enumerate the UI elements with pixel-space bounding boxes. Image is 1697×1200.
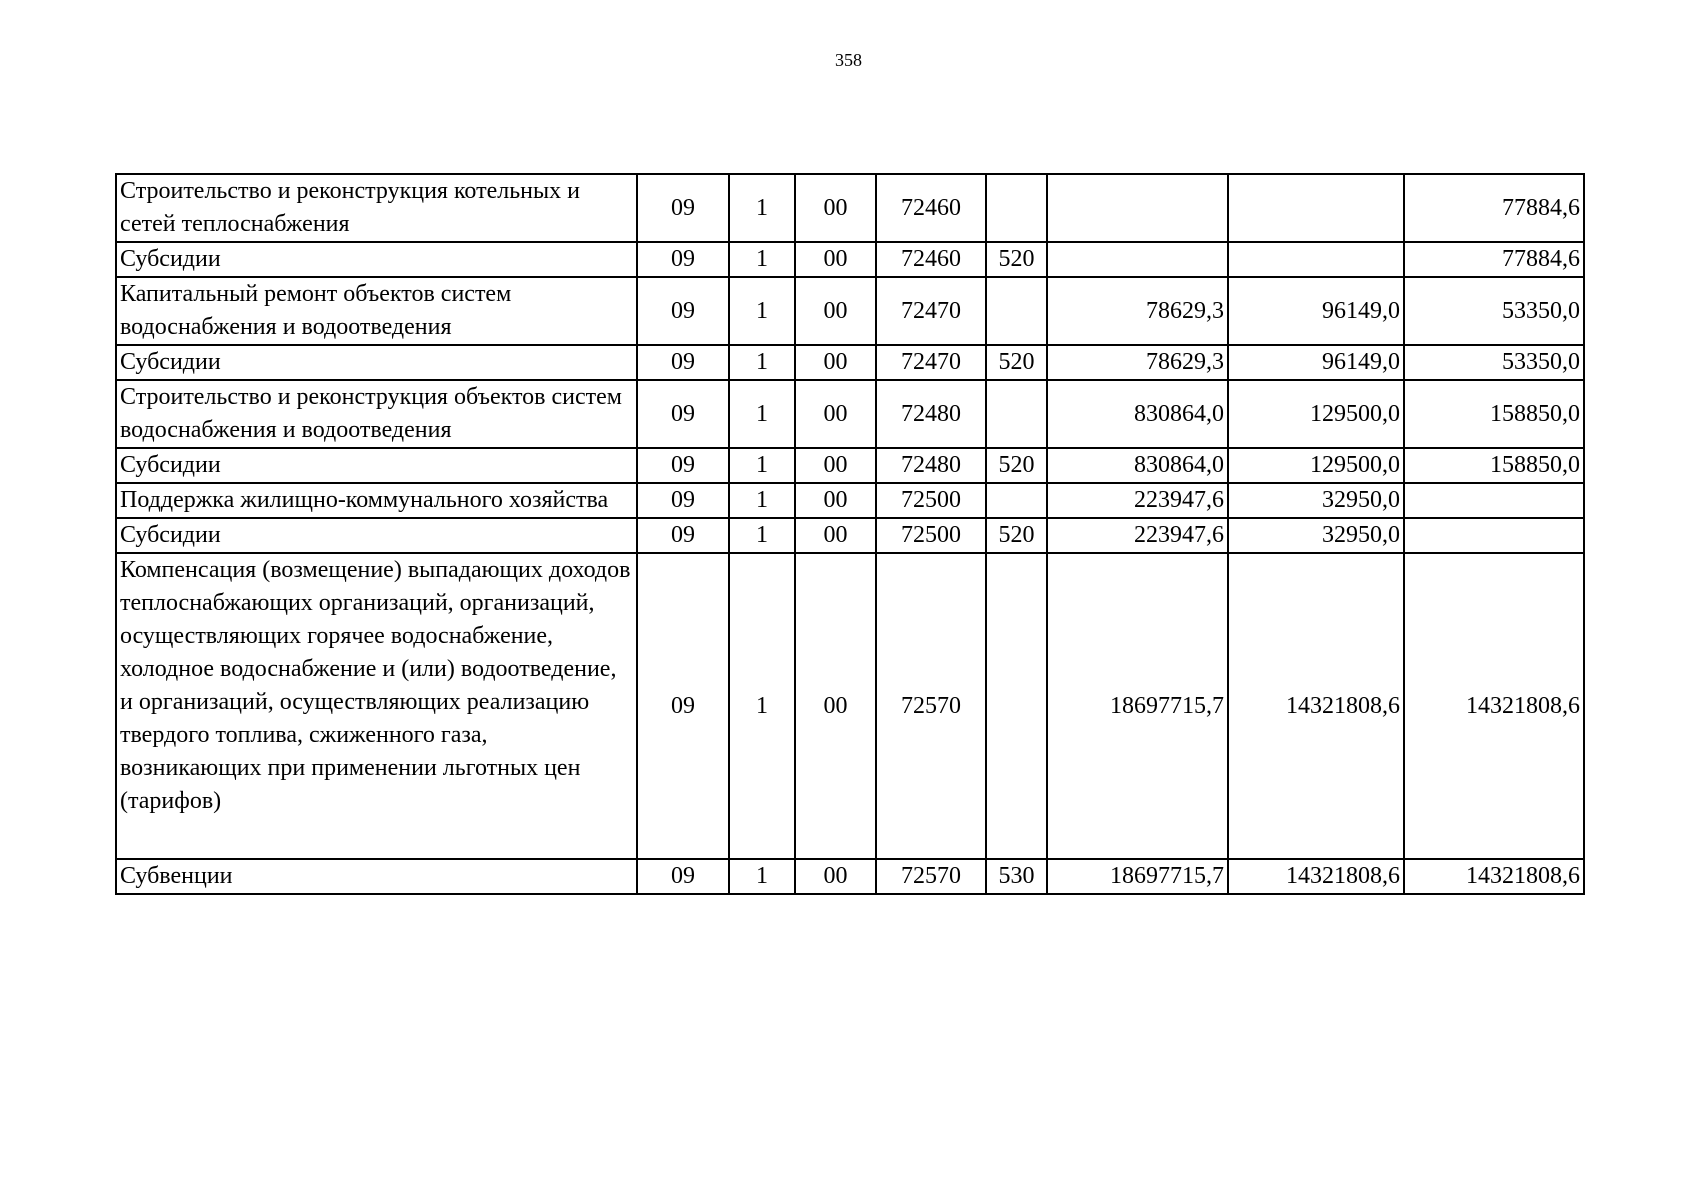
- amount-col-3: 14321808,6: [1404, 859, 1584, 894]
- amount-col-1: 78629,3: [1047, 277, 1228, 345]
- program-code: 1: [729, 518, 795, 553]
- amount-col-3: 158850,0: [1404, 448, 1584, 483]
- amount-col-1: [1047, 242, 1228, 277]
- amount-col-1: [1047, 174, 1228, 242]
- section-code: 09: [637, 448, 729, 483]
- table-row: [116, 483, 1584, 518]
- row-name: Компенсация (возмещение) выпадающих доходов теплоснабжающих организаций, организаций, осуществляющих горячее водоснабжение, холодное водоснабжение и (или) водоотведение, и организаций, осуществляющих реализацию твердого топлива, сжиженного газа, возникающих при применении льготных цен (тарифов): [116, 553, 637, 859]
- direction-code: 72480: [876, 448, 986, 483]
- row-name: Поддержка жилищно-коммунального хозяйства: [116, 483, 637, 518]
- expense-type-code: 520: [986, 345, 1047, 380]
- subprogram-code: 00: [795, 242, 876, 277]
- row-name: Субсидии: [116, 242, 637, 277]
- amount-col-1: 830864,0: [1047, 448, 1228, 483]
- amount-col-2: 14321808,6: [1228, 553, 1404, 859]
- expense-type-code: 520: [986, 448, 1047, 483]
- subprogram-code: 00: [795, 518, 876, 553]
- table-row: [116, 380, 1584, 448]
- program-code: 1: [729, 553, 795, 859]
- section-code: 09: [637, 345, 729, 380]
- amount-col-3: 77884,6: [1404, 174, 1584, 242]
- expense-type-code: 520: [986, 242, 1047, 277]
- table-row: [116, 859, 1584, 894]
- amount-col-3: [1404, 483, 1584, 518]
- subprogram-code: 00: [795, 448, 876, 483]
- program-code: 1: [729, 345, 795, 380]
- direction-code: 72500: [876, 483, 986, 518]
- section-code: 09: [637, 380, 729, 448]
- row-name: Субсидии: [116, 448, 637, 483]
- direction-code: 72460: [876, 174, 986, 242]
- amount-col-1: 223947,6: [1047, 483, 1228, 518]
- amount-col-2: 129500,0: [1228, 380, 1404, 448]
- direction-code: 72500: [876, 518, 986, 553]
- section-code: 09: [637, 553, 729, 859]
- direction-code: 72460: [876, 242, 986, 277]
- amount-col-3: 77884,6: [1404, 242, 1584, 277]
- subprogram-code: 00: [795, 277, 876, 345]
- amount-col-2: 32950,0: [1228, 518, 1404, 553]
- program-code: 1: [729, 277, 795, 345]
- subprogram-code: 00: [795, 483, 876, 518]
- amount-col-2: 14321808,6: [1228, 859, 1404, 894]
- row-name: Субсидии: [116, 345, 637, 380]
- expense-type-code: [986, 483, 1047, 518]
- table-row: [116, 174, 1584, 242]
- program-code: 1: [729, 859, 795, 894]
- row-name: Строительство и реконструкция котельных и сетей теплоснабжения: [116, 174, 637, 242]
- table-row: [116, 277, 1584, 345]
- expense-type-code: [986, 277, 1047, 345]
- amount-col-3: 14321808,6: [1404, 553, 1584, 859]
- section-code: 09: [637, 242, 729, 277]
- program-code: 1: [729, 483, 795, 518]
- subprogram-code: 00: [795, 380, 876, 448]
- subprogram-code: 00: [795, 345, 876, 380]
- amount-col-3: 158850,0: [1404, 380, 1584, 448]
- amount-col-3: [1404, 518, 1584, 553]
- program-code: 1: [729, 174, 795, 242]
- table-row: [116, 242, 1584, 277]
- program-code: 1: [729, 380, 795, 448]
- amount-col-3: 53350,0: [1404, 345, 1584, 380]
- expense-type-code: [986, 174, 1047, 242]
- row-name: Субсидии: [116, 518, 637, 553]
- table-row: [116, 518, 1584, 553]
- program-code: 1: [729, 242, 795, 277]
- expense-type-code: 520: [986, 518, 1047, 553]
- budget-table: [115, 173, 1585, 895]
- amount-col-1: 223947,6: [1047, 518, 1228, 553]
- amount-col-2: 32950,0: [1228, 483, 1404, 518]
- amount-col-1: 18697715,7: [1047, 859, 1228, 894]
- section-code: 09: [637, 518, 729, 553]
- section-code: 09: [637, 277, 729, 345]
- direction-code: 72480: [876, 380, 986, 448]
- row-name: Субвенции: [116, 859, 637, 894]
- section-code: 09: [637, 174, 729, 242]
- expense-type-code: [986, 380, 1047, 448]
- amount-col-2: 96149,0: [1228, 277, 1404, 345]
- section-code: 09: [637, 859, 729, 894]
- page-number: 358: [835, 50, 862, 70]
- amount-col-2: 129500,0: [1228, 448, 1404, 483]
- amount-col-1: 78629,3: [1047, 345, 1228, 380]
- amount-col-1: 18697715,7: [1047, 553, 1228, 859]
- subprogram-code: 00: [795, 553, 876, 859]
- amount-col-2: [1228, 174, 1404, 242]
- amount-col-2: [1228, 242, 1404, 277]
- program-code: 1: [729, 448, 795, 483]
- amount-col-3: 53350,0: [1404, 277, 1584, 345]
- expense-type-code: [986, 553, 1047, 859]
- subprogram-code: 00: [795, 174, 876, 242]
- row-name: Капитальный ремонт объектов систем водоснабжения и водоотведения: [116, 277, 637, 345]
- table-row: [116, 448, 1584, 483]
- direction-code: 72470: [876, 345, 986, 380]
- amount-col-2: 96149,0: [1228, 345, 1404, 380]
- expense-type-code: 530: [986, 859, 1047, 894]
- row-name: Строительство и реконструкция объектов систем водоснабжения и водоотведения: [116, 380, 637, 448]
- table-row: [116, 345, 1584, 380]
- table-row: [116, 553, 1584, 859]
- direction-code: 72570: [876, 859, 986, 894]
- amount-col-1: 830864,0: [1047, 380, 1228, 448]
- subprogram-code: 00: [795, 859, 876, 894]
- direction-code: 72470: [876, 277, 986, 345]
- direction-code: 72570: [876, 553, 986, 859]
- section-code: 09: [637, 483, 729, 518]
